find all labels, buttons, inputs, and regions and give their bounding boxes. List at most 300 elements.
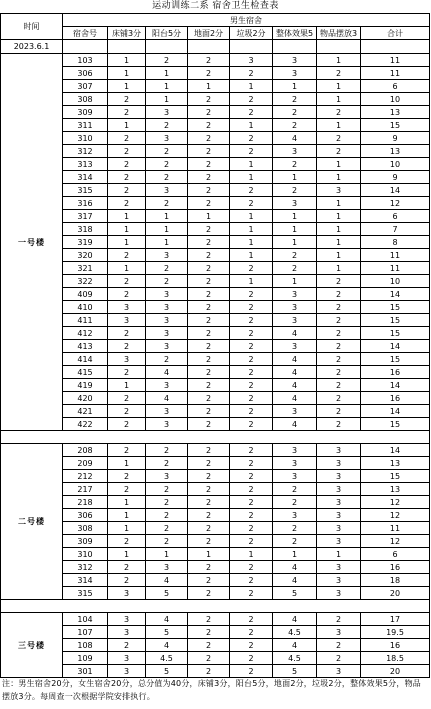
total-score: 11 bbox=[361, 262, 430, 275]
total-score: 14 bbox=[361, 405, 430, 418]
overall-score: 2 bbox=[273, 249, 317, 262]
column-header-balcony: 阳台5分 bbox=[146, 27, 188, 40]
overall-score: 1 bbox=[273, 80, 317, 93]
floor-score: 2 bbox=[188, 327, 230, 340]
floor-score: 2 bbox=[188, 275, 230, 288]
overall-score: 3 bbox=[273, 145, 317, 158]
total-score: 20 bbox=[361, 665, 430, 678]
balcony-score: 3 bbox=[146, 561, 188, 574]
bed-score: 2 bbox=[108, 106, 146, 119]
garbage-score: 2 bbox=[230, 340, 273, 353]
table-row bbox=[1, 340, 430, 353]
items-score: 1 bbox=[317, 80, 361, 93]
total-score: 12 bbox=[361, 496, 430, 509]
floor-score: 2 bbox=[188, 249, 230, 262]
floor-score: 2 bbox=[188, 665, 230, 678]
bed-score: 3 bbox=[108, 353, 146, 366]
total-score: 6 bbox=[361, 210, 430, 223]
table-row bbox=[1, 444, 430, 457]
empty-cell bbox=[361, 40, 430, 54]
items-score: 1 bbox=[317, 54, 361, 67]
room-number: 422 bbox=[63, 418, 108, 431]
overall-score: 2 bbox=[273, 262, 317, 275]
garbage-score: 2 bbox=[230, 379, 273, 392]
balcony-score: 3 bbox=[146, 249, 188, 262]
room-number: 109 bbox=[63, 652, 108, 665]
table-row bbox=[1, 509, 430, 522]
bed-score: 1 bbox=[108, 119, 146, 132]
bed-score: 1 bbox=[108, 210, 146, 223]
overall-score: 4 bbox=[273, 561, 317, 574]
room-number: 209 bbox=[63, 457, 108, 470]
bed-score: 2 bbox=[108, 535, 146, 548]
table-row bbox=[1, 106, 430, 119]
items-score: 2 bbox=[317, 67, 361, 80]
items-score: 3 bbox=[317, 496, 361, 509]
room-number: 212 bbox=[63, 470, 108, 483]
room-number: 108 bbox=[63, 639, 108, 652]
bed-score: 1 bbox=[108, 457, 146, 470]
table-row bbox=[1, 522, 430, 535]
table-row bbox=[1, 80, 430, 93]
total-score: 15 bbox=[361, 353, 430, 366]
items-score: 2 bbox=[317, 366, 361, 379]
floor-score: 2 bbox=[188, 54, 230, 67]
room-number: 103 bbox=[63, 54, 108, 67]
table-row bbox=[1, 626, 430, 639]
table-row bbox=[1, 314, 430, 327]
overall-score: 3 bbox=[273, 470, 317, 483]
items-score: 3 bbox=[317, 626, 361, 639]
total-score: 9 bbox=[361, 132, 430, 145]
room-number: 315 bbox=[63, 184, 108, 197]
gap-cell bbox=[1, 600, 430, 613]
balcony-score: 2 bbox=[146, 483, 188, 496]
total-score: 15 bbox=[361, 314, 430, 327]
bed-score: 3 bbox=[108, 314, 146, 327]
time-label: 时间 bbox=[1, 14, 63, 40]
garbage-score: 1 bbox=[230, 275, 273, 288]
floor-score: 1 bbox=[188, 210, 230, 223]
bed-score: 2 bbox=[108, 392, 146, 405]
bed-score: 2 bbox=[108, 184, 146, 197]
room-number: 321 bbox=[63, 262, 108, 275]
table-row bbox=[1, 275, 430, 288]
items-score: 1 bbox=[317, 197, 361, 210]
floor-score: 2 bbox=[188, 366, 230, 379]
overall-score: 1 bbox=[273, 275, 317, 288]
empty-cell bbox=[273, 40, 317, 54]
items-score: 2 bbox=[317, 106, 361, 119]
garbage-score: 2 bbox=[230, 652, 273, 665]
room-number: 313 bbox=[63, 158, 108, 171]
items-score: 2 bbox=[317, 418, 361, 431]
table-row bbox=[1, 379, 430, 392]
section-label: 男生宿舍 bbox=[63, 14, 430, 27]
overall-score: 2 bbox=[273, 496, 317, 509]
items-score: 2 bbox=[317, 379, 361, 392]
overall-score: 1 bbox=[273, 223, 317, 236]
bed-score: 1 bbox=[108, 496, 146, 509]
table-row bbox=[1, 67, 430, 80]
floor-score: 2 bbox=[188, 379, 230, 392]
garbage-score: 2 bbox=[230, 444, 273, 457]
table-row bbox=[1, 236, 430, 249]
column-header-items: 物品摆放3 bbox=[317, 27, 361, 40]
overall-score: 3 bbox=[273, 288, 317, 301]
floor-score: 2 bbox=[188, 262, 230, 275]
overall-score: 3 bbox=[273, 67, 317, 80]
balcony-score: 4 bbox=[146, 639, 188, 652]
overall-score: 3 bbox=[273, 314, 317, 327]
section-gap bbox=[1, 431, 430, 444]
garbage-score: 2 bbox=[230, 197, 273, 210]
total-score: 11 bbox=[361, 249, 430, 262]
overall-score: 4 bbox=[273, 392, 317, 405]
floor-score: 2 bbox=[188, 626, 230, 639]
table-row bbox=[1, 210, 430, 223]
overall-score: 4 bbox=[273, 418, 317, 431]
total-score: 12 bbox=[361, 509, 430, 522]
items-score: 1 bbox=[317, 210, 361, 223]
garbage-score: 2 bbox=[230, 665, 273, 678]
total-score: 11 bbox=[361, 522, 430, 535]
bed-score: 2 bbox=[108, 418, 146, 431]
garbage-score: 2 bbox=[230, 509, 273, 522]
total-score: 9 bbox=[361, 171, 430, 184]
total-score: 16 bbox=[361, 639, 430, 652]
total-score: 16 bbox=[361, 392, 430, 405]
items-score: 2 bbox=[317, 275, 361, 288]
bed-score: 1 bbox=[108, 262, 146, 275]
garbage-score: 2 bbox=[230, 470, 273, 483]
floor-score: 2 bbox=[188, 353, 230, 366]
total-score: 6 bbox=[361, 80, 430, 93]
bed-score: 2 bbox=[108, 444, 146, 457]
bed-score: 3 bbox=[108, 626, 146, 639]
items-score: 3 bbox=[317, 457, 361, 470]
items-score: 3 bbox=[317, 535, 361, 548]
room-number: 322 bbox=[63, 275, 108, 288]
building-label: 三号楼 bbox=[1, 613, 63, 678]
floor-score: 2 bbox=[188, 171, 230, 184]
items-score: 1 bbox=[317, 119, 361, 132]
bed-score: 2 bbox=[108, 158, 146, 171]
floor-score: 2 bbox=[188, 132, 230, 145]
bed-score: 2 bbox=[108, 561, 146, 574]
balcony-score: 1 bbox=[146, 223, 188, 236]
garbage-score: 1 bbox=[230, 223, 273, 236]
table-row bbox=[1, 288, 430, 301]
floor-score: 2 bbox=[188, 106, 230, 119]
floor-score: 2 bbox=[188, 236, 230, 249]
empty-cell bbox=[317, 40, 361, 54]
room-number: 415 bbox=[63, 366, 108, 379]
balcony-score: 3 bbox=[146, 106, 188, 119]
garbage-score: 2 bbox=[230, 353, 273, 366]
floor-score: 2 bbox=[188, 587, 230, 600]
overall-score: 4.5 bbox=[273, 626, 317, 639]
table-row bbox=[1, 145, 430, 158]
balcony-score: 3 bbox=[146, 340, 188, 353]
overall-score: 2 bbox=[273, 119, 317, 132]
room-number: 421 bbox=[63, 405, 108, 418]
table-row bbox=[1, 54, 430, 67]
floor-score: 2 bbox=[188, 223, 230, 236]
table-row bbox=[1, 613, 430, 626]
balcony-score: 1 bbox=[146, 80, 188, 93]
garbage-score: 3 bbox=[230, 54, 273, 67]
overall-score: 2 bbox=[273, 535, 317, 548]
garbage-score: 2 bbox=[230, 106, 273, 119]
table-row bbox=[1, 353, 430, 366]
room-number: 314 bbox=[63, 171, 108, 184]
table-row bbox=[1, 496, 430, 509]
garbage-score: 2 bbox=[230, 288, 273, 301]
items-score: 3 bbox=[317, 561, 361, 574]
overall-score: 4 bbox=[273, 327, 317, 340]
room-number: 409 bbox=[63, 288, 108, 301]
balcony-score: 2 bbox=[146, 158, 188, 171]
total-score: 15 bbox=[361, 327, 430, 340]
garbage-score: 1 bbox=[230, 119, 273, 132]
table-row bbox=[1, 197, 430, 210]
total-score: 16 bbox=[361, 561, 430, 574]
items-score: 2 bbox=[317, 340, 361, 353]
items-score: 2 bbox=[317, 392, 361, 405]
items-score: 1 bbox=[317, 262, 361, 275]
floor-score: 2 bbox=[188, 405, 230, 418]
items-score: 2 bbox=[317, 314, 361, 327]
balcony-score: 1 bbox=[146, 236, 188, 249]
table-row bbox=[1, 639, 430, 652]
balcony-score: 3 bbox=[146, 405, 188, 418]
overall-score: 1 bbox=[273, 210, 317, 223]
bed-score: 2 bbox=[108, 366, 146, 379]
table-row bbox=[1, 574, 430, 587]
section-gap bbox=[1, 600, 430, 613]
column-header-garbage: 垃圾2分 bbox=[230, 27, 273, 40]
floor-score: 2 bbox=[188, 158, 230, 171]
table-row bbox=[1, 665, 430, 678]
floor-score: 2 bbox=[188, 67, 230, 80]
total-score: 15 bbox=[361, 119, 430, 132]
balcony-score: 2 bbox=[146, 145, 188, 158]
room-number: 309 bbox=[63, 535, 108, 548]
total-score: 13 bbox=[361, 457, 430, 470]
total-score: 16 bbox=[361, 366, 430, 379]
items-score: 3 bbox=[317, 483, 361, 496]
items-score: 3 bbox=[317, 470, 361, 483]
items-score: 2 bbox=[317, 652, 361, 665]
bed-score: 2 bbox=[108, 639, 146, 652]
floor-score: 2 bbox=[188, 535, 230, 548]
items-score: 1 bbox=[317, 548, 361, 561]
room-number: 104 bbox=[63, 613, 108, 626]
floor-score: 2 bbox=[188, 288, 230, 301]
total-score: 14 bbox=[361, 379, 430, 392]
floor-score: 2 bbox=[188, 522, 230, 535]
items-score: 3 bbox=[317, 574, 361, 587]
balcony-score: 1 bbox=[146, 67, 188, 80]
garbage-score: 2 bbox=[230, 314, 273, 327]
balcony-score: 1 bbox=[146, 93, 188, 106]
total-score: 20 bbox=[361, 587, 430, 600]
balcony-score: 2 bbox=[146, 171, 188, 184]
overall-score: 2 bbox=[273, 93, 317, 106]
total-score: 10 bbox=[361, 158, 430, 171]
table-row bbox=[1, 262, 430, 275]
table-row bbox=[1, 93, 430, 106]
balcony-score: 3 bbox=[146, 470, 188, 483]
items-score: 3 bbox=[317, 184, 361, 197]
column-header-total: 合计 bbox=[361, 27, 430, 40]
floor-score: 2 bbox=[188, 483, 230, 496]
room-number: 412 bbox=[63, 327, 108, 340]
balcony-score: 2 bbox=[146, 54, 188, 67]
floor-score: 2 bbox=[188, 457, 230, 470]
garbage-score: 1 bbox=[230, 80, 273, 93]
table-row bbox=[1, 652, 430, 665]
floor-score: 2 bbox=[188, 197, 230, 210]
floor-score: 2 bbox=[188, 314, 230, 327]
garbage-score: 2 bbox=[230, 639, 273, 652]
table-row bbox=[1, 418, 430, 431]
total-score: 15 bbox=[361, 470, 430, 483]
bed-score: 1 bbox=[108, 522, 146, 535]
items-score: 2 bbox=[317, 613, 361, 626]
balcony-score: 3 bbox=[146, 418, 188, 431]
table-row bbox=[1, 119, 430, 132]
overall-score: 3 bbox=[273, 301, 317, 314]
items-score: 3 bbox=[317, 444, 361, 457]
balcony-score: 3 bbox=[146, 379, 188, 392]
balcony-score: 4 bbox=[146, 392, 188, 405]
items-score: 2 bbox=[317, 353, 361, 366]
balcony-score: 4 bbox=[146, 574, 188, 587]
table-row bbox=[1, 132, 430, 145]
items-score: 2 bbox=[317, 288, 361, 301]
balcony-score: 2 bbox=[146, 496, 188, 509]
balcony-score: 2 bbox=[146, 262, 188, 275]
garbage-score: 2 bbox=[230, 392, 273, 405]
garbage-score: 2 bbox=[230, 93, 273, 106]
overall-score: 3 bbox=[273, 197, 317, 210]
items-score: 3 bbox=[317, 665, 361, 678]
overall-score: 4 bbox=[273, 132, 317, 145]
garbage-score: 2 bbox=[230, 535, 273, 548]
table-row bbox=[1, 158, 430, 171]
bed-score: 1 bbox=[108, 80, 146, 93]
floor-score: 2 bbox=[188, 392, 230, 405]
bed-score: 2 bbox=[108, 171, 146, 184]
total-score: 17 bbox=[361, 613, 430, 626]
bed-score: 3 bbox=[108, 665, 146, 678]
room-number: 320 bbox=[63, 249, 108, 262]
items-score: 3 bbox=[317, 587, 361, 600]
room-number: 310 bbox=[63, 132, 108, 145]
items-score: 1 bbox=[317, 223, 361, 236]
room-number: 314 bbox=[63, 574, 108, 587]
column-header-floor: 地面2分 bbox=[188, 27, 230, 40]
total-score: 19.5 bbox=[361, 626, 430, 639]
floor-score: 2 bbox=[188, 301, 230, 314]
total-score: 14 bbox=[361, 444, 430, 457]
total-score: 14 bbox=[361, 184, 430, 197]
balcony-score: 2 bbox=[146, 535, 188, 548]
bed-score: 1 bbox=[108, 223, 146, 236]
bed-score: 1 bbox=[108, 548, 146, 561]
room-number: 306 bbox=[63, 509, 108, 522]
total-score: 11 bbox=[361, 54, 430, 67]
floor-score: 2 bbox=[188, 444, 230, 457]
room-number: 319 bbox=[63, 236, 108, 249]
items-score: 1 bbox=[317, 171, 361, 184]
balcony-score: 2 bbox=[146, 444, 188, 457]
floor-score: 2 bbox=[188, 470, 230, 483]
floor-score: 2 bbox=[188, 652, 230, 665]
empty-cell bbox=[230, 40, 273, 54]
column-header-overall: 整体效果5 bbox=[273, 27, 317, 40]
bed-score: 2 bbox=[108, 327, 146, 340]
items-score: 2 bbox=[317, 301, 361, 314]
garbage-score: 2 bbox=[230, 184, 273, 197]
balcony-score: 2 bbox=[146, 119, 188, 132]
items-score: 3 bbox=[317, 522, 361, 535]
overall-score: 2 bbox=[273, 158, 317, 171]
bed-score: 2 bbox=[108, 470, 146, 483]
balcony-score: 3 bbox=[146, 184, 188, 197]
garbage-score: 2 bbox=[230, 366, 273, 379]
bed-score: 1 bbox=[108, 236, 146, 249]
column-header-bed: 床铺3分 bbox=[108, 27, 146, 40]
table-row bbox=[1, 366, 430, 379]
table-row bbox=[1, 327, 430, 340]
bed-score: 1 bbox=[108, 509, 146, 522]
floor-score: 1 bbox=[188, 548, 230, 561]
garbage-score: 2 bbox=[230, 301, 273, 314]
garbage-score: 2 bbox=[230, 418, 273, 431]
balcony-score: 3 bbox=[146, 301, 188, 314]
date-row bbox=[1, 40, 430, 54]
overall-score: 4 bbox=[273, 639, 317, 652]
balcony-score: 3 bbox=[146, 288, 188, 301]
items-score: 3 bbox=[317, 509, 361, 522]
items-score: 2 bbox=[317, 639, 361, 652]
balcony-score: 4.5 bbox=[146, 652, 188, 665]
garbage-score: 2 bbox=[230, 587, 273, 600]
total-score: 6 bbox=[361, 548, 430, 561]
balcony-score: 3 bbox=[146, 327, 188, 340]
inspection-date: 2023.6.1 bbox=[1, 40, 63, 54]
items-score: 2 bbox=[317, 327, 361, 340]
overall-score: 4 bbox=[273, 366, 317, 379]
items-score: 1 bbox=[317, 249, 361, 262]
table-row bbox=[1, 392, 430, 405]
balcony-score: 2 bbox=[146, 197, 188, 210]
garbage-score: 1 bbox=[230, 158, 273, 171]
bed-score: 2 bbox=[108, 340, 146, 353]
bed-score: 3 bbox=[108, 587, 146, 600]
bed-score: 3 bbox=[108, 301, 146, 314]
floor-score: 2 bbox=[188, 613, 230, 626]
overall-score: 3 bbox=[273, 509, 317, 522]
bed-score: 2 bbox=[108, 132, 146, 145]
garbage-score: 2 bbox=[230, 67, 273, 80]
garbage-score: 1 bbox=[230, 210, 273, 223]
room-number: 308 bbox=[63, 93, 108, 106]
empty-cell bbox=[63, 40, 108, 54]
